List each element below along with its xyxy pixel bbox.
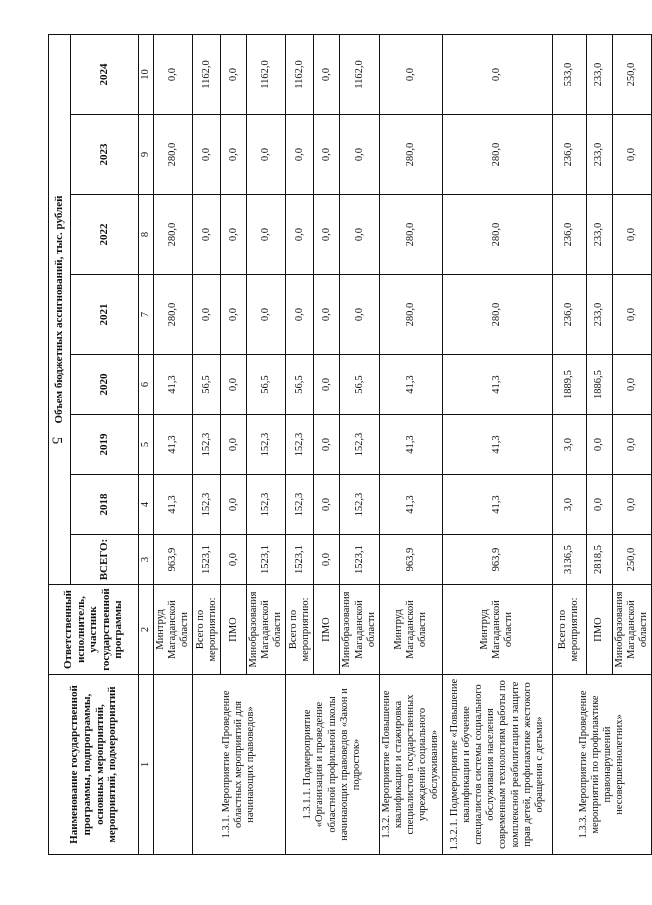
column-number: 2 (139, 585, 154, 675)
header-year: 2019 (71, 415, 139, 475)
row-value: 0,0 (221, 275, 247, 355)
row-value: 0,0 (221, 195, 247, 275)
row-value: 280,0 (379, 115, 442, 195)
row-value: 41,3 (442, 475, 552, 535)
row-value: 0,0 (612, 275, 651, 355)
column-number: 6 (139, 355, 154, 415)
table-row (552, 34, 586, 854)
row-executor: ПМО (314, 585, 340, 675)
row-value: 1523,1 (193, 535, 221, 585)
row-value: 152,3 (286, 475, 314, 535)
row-value: 0,0 (221, 475, 247, 535)
row-value: 41,3 (154, 415, 193, 475)
row-value: 56,5 (286, 355, 314, 415)
row-value: 236,0 (552, 115, 586, 195)
row-value: 0,0 (314, 34, 340, 114)
header-name: Наименование государственной программы, подпрограммы, основных мероприятий, мероприятий, подмероприятий (49, 675, 139, 855)
row-value: 0,0 (221, 34, 247, 114)
row-value: 56,5 (247, 355, 286, 415)
row-name: 1.3.1. Мероприятие «Проведение областных мероприятий для начинающих правоведов» (193, 675, 286, 855)
table-row (193, 34, 221, 854)
row-value: 1523,1 (340, 535, 379, 585)
row-value: 0,0 (221, 415, 247, 475)
column-number: 1 (139, 675, 154, 855)
row-value: 0,0 (340, 115, 379, 195)
header-year: 2021 (71, 275, 139, 355)
row-value: 280,0 (442, 195, 552, 275)
row-value: 56,5 (193, 355, 221, 415)
page-number: 5 (48, 436, 65, 445)
header-year: 2020 (71, 355, 139, 415)
row-value: 152,3 (286, 415, 314, 475)
row-value: 0,0 (193, 275, 221, 355)
row-value: 1889,5 (552, 355, 586, 415)
row-value: 1162,0 (193, 34, 221, 114)
row-executor: Всего по мероприятию: (193, 585, 221, 675)
row-value: 0,0 (154, 34, 193, 114)
row-value: 280,0 (379, 195, 442, 275)
column-number: 8 (139, 195, 154, 275)
row-value: 0,0 (612, 115, 651, 195)
row-value: 152,3 (193, 415, 221, 475)
row-value: 0,0 (586, 475, 612, 535)
row-value: 0,0 (247, 275, 286, 355)
row-value: 0,0 (286, 275, 314, 355)
row-value: 533,0 (552, 34, 586, 114)
row-executor: Минтруд Магаданской области (442, 585, 552, 675)
row-value: 280,0 (154, 275, 193, 355)
row-value: 0,0 (193, 195, 221, 275)
row-value: 1886,5 (586, 355, 612, 415)
row-value: 233,0 (586, 195, 612, 275)
row-value: 250,0 (612, 535, 651, 585)
row-value: 0,0 (612, 195, 651, 275)
row-name: 1.3.2.1. Подмероприятие «Повышение квалификации и обучение специалистов системы социального обслуживания населения современным технологиям работы по комплексной реабилитации и защите прав детей, профилактике жестокого обращения с детьми» (442, 675, 552, 855)
row-value: 152,3 (193, 475, 221, 535)
rotated-table-wrapper (48, 35, 650, 855)
row-executor: Минтруд Магаданской области (379, 585, 442, 675)
row-value: 152,3 (340, 475, 379, 535)
row-executor: ПМО (221, 585, 247, 675)
row-executor: Минобразования Магаданской области (247, 585, 286, 675)
header-executor: Ответственный исполнитель, участник государственной программы (49, 585, 139, 675)
row-value: 0,0 (314, 355, 340, 415)
row-value: 0,0 (221, 115, 247, 195)
row-value: 0,0 (340, 195, 379, 275)
header-year: 2024 (71, 34, 139, 114)
table-row (442, 34, 552, 854)
row-value: 41,3 (154, 355, 193, 415)
column-number: 4 (139, 475, 154, 535)
row-name: 1.3.1.1. Подмероприятие «Организация и проведение областной профильной школы начинающих правоведов «Закон и подросток» (286, 675, 379, 855)
row-value: 3136,5 (552, 535, 586, 585)
row-value: 0,0 (314, 475, 340, 535)
row-value: 0,0 (379, 34, 442, 114)
row-value: 0,0 (314, 195, 340, 275)
row-value: 1162,0 (286, 34, 314, 114)
row-name (154, 675, 193, 855)
row-value: 41,3 (154, 475, 193, 535)
row-value: 0,0 (314, 115, 340, 195)
row-executor: Всего по мероприятию: (286, 585, 314, 675)
row-value: 2818,5 (586, 535, 612, 585)
row-value: 0,0 (442, 34, 552, 114)
row-name: 1.3.2. Мероприятие «Повышение квалификации и стажировка специалистов государственных учреждений социального обслуживания» (379, 675, 442, 855)
row-value: 0,0 (612, 355, 651, 415)
row-value: 1162,0 (247, 34, 286, 114)
row-value: 0,0 (193, 115, 221, 195)
column-number: 5 (139, 415, 154, 475)
row-executor: Всего по мероприятию: (552, 585, 586, 675)
column-number: 3 (139, 535, 154, 585)
table-row (379, 34, 442, 854)
row-value: 280,0 (442, 275, 552, 355)
row-value: 0,0 (286, 115, 314, 195)
row-value: 963,9 (442, 535, 552, 585)
row-value: 233,0 (586, 34, 612, 114)
row-value: 41,3 (442, 415, 552, 475)
table-row (286, 34, 314, 854)
row-value: 280,0 (154, 195, 193, 275)
row-value: 0,0 (286, 195, 314, 275)
row-value: 236,0 (552, 195, 586, 275)
row-value: 280,0 (379, 275, 442, 355)
row-value: 1523,1 (247, 535, 286, 585)
header-year: 2022 (71, 195, 139, 275)
row-value: 0,0 (247, 115, 286, 195)
row-value: 0,0 (586, 415, 612, 475)
column-number: 9 (139, 115, 154, 195)
row-value: 963,9 (379, 535, 442, 585)
row-name: 1.3.3. Мероприятие «Проведение мероприятий по профилактике правонарушений несовершеннолетних» (552, 675, 651, 855)
row-value: 280,0 (154, 115, 193, 195)
row-value: 233,0 (586, 115, 612, 195)
row-value: 0,0 (314, 535, 340, 585)
header-year: 2018 (71, 475, 139, 535)
row-value: 0,0 (612, 415, 651, 475)
budget-table (48, 34, 652, 855)
row-executor: Минобразования Магаданской области (612, 585, 651, 675)
row-value: 0,0 (221, 355, 247, 415)
row-value: 56,5 (340, 355, 379, 415)
row-value: 152,3 (340, 415, 379, 475)
row-value: 233,0 (586, 275, 612, 355)
row-value: 3,0 (552, 415, 586, 475)
row-value: 1523,1 (286, 535, 314, 585)
row-value: 0,0 (221, 535, 247, 585)
row-value: 0,0 (340, 275, 379, 355)
header-year: 2023 (71, 115, 139, 195)
row-value: 280,0 (442, 115, 552, 195)
row-value: 0,0 (314, 275, 340, 355)
row-value: 0,0 (612, 475, 651, 535)
row-value: 152,3 (247, 475, 286, 535)
row-executor: ПМО (586, 585, 612, 675)
row-value: 41,3 (442, 355, 552, 415)
table-row (154, 34, 193, 854)
row-value: 3,0 (552, 475, 586, 535)
row-value: 41,3 (379, 355, 442, 415)
row-value: 0,0 (247, 195, 286, 275)
row-value: 0,0 (314, 415, 340, 475)
row-executor: Минобразования Магаданской области (340, 585, 379, 675)
row-value: 41,3 (379, 415, 442, 475)
row-value: 236,0 (552, 275, 586, 355)
row-value: 152,3 (247, 415, 286, 475)
row-value: 250,0 (612, 34, 651, 114)
header-budget: Объем бюджетных ассигнований, тыс. рублей (49, 34, 71, 584)
row-executor: Минтруд Магаданской области (154, 585, 193, 675)
column-number: 7 (139, 275, 154, 355)
row-value: 963,9 (154, 535, 193, 585)
column-number: 10 (139, 34, 154, 114)
header-total: ВСЕГО: (71, 535, 139, 585)
column-number-row (139, 34, 154, 854)
row-value: 41,3 (379, 475, 442, 535)
row-value: 1162,0 (340, 34, 379, 114)
